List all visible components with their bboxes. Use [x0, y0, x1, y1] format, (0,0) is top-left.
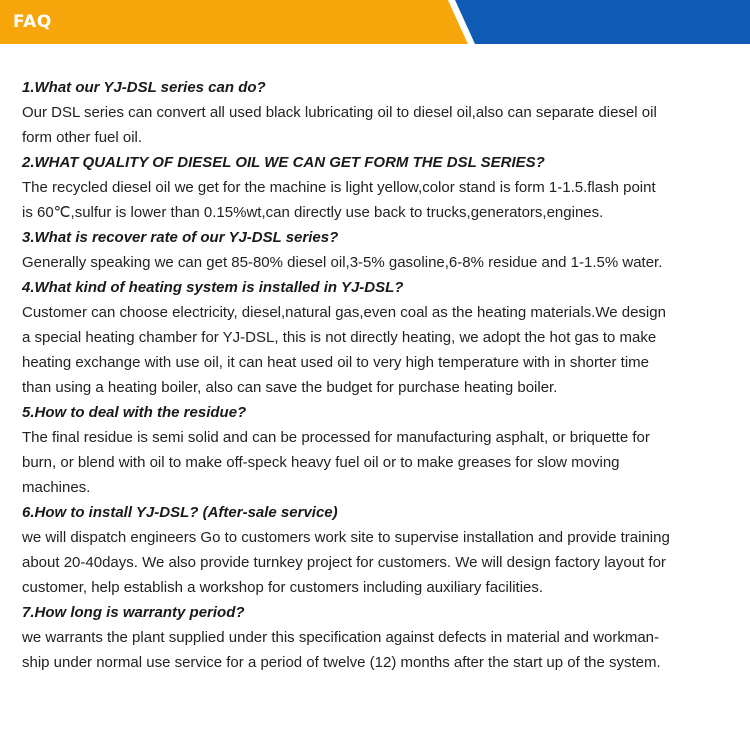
faq-list	[22, 75, 727, 675]
faq-answer	[22, 425, 727, 500]
faq-answer	[22, 100, 727, 150]
answer-line: a special heating chamber for YJ-DSL, this is not directly heating, we adopt the hot gas to make	[22, 329, 657, 346]
answer-line: Our DSL series can convert all used black lubricating oil to diesel oil,also can separate diesel oil	[22, 104, 657, 121]
faq-question: 2.WHAT QUALITY OF DIESEL OIL WE CAN GET FORM THE DSL SERIES?	[22, 154, 545, 171]
banner-title: FAQ	[13, 12, 52, 32]
answer-line: ship under normal use service for a period of twelve (12) months after the start up of the system.	[22, 654, 661, 671]
faq-banner	[0, 0, 750, 44]
faq-answer	[22, 250, 727, 275]
faq-question: 7.How long is warranty period?	[22, 604, 245, 621]
answer-line: about 20-40days. We also provide turnkey project for customers. We will design factory layout for	[22, 554, 666, 571]
faq-answer	[22, 175, 727, 225]
answer-line: form other fuel oil.	[22, 129, 143, 146]
faq-answer	[22, 625, 727, 675]
answer-line: Customer can choose electricity, diesel,natural gas,even coal as the heating materials.We design	[22, 304, 666, 321]
answer-line: is 60℃,sulfur is lower than 0.15%wt,can directly use back to trucks,generators,engines.	[22, 204, 604, 221]
banner-graphic	[0, 0, 750, 44]
answer-line: we warrants the plant supplied under this specification against defects in material and workman-	[22, 629, 660, 646]
answer-line: we will dispatch engineers Go to customers work site to supervise installation and provide training	[22, 529, 670, 546]
answer-line: The final residue is semi solid and can be processed for manufacturing asphalt, or briquette for	[22, 429, 650, 446]
answer-line: Generally speaking we can get 85-80% diesel oil,3-5% gasoline,6-8% residue and 1-1.5% water.	[22, 254, 663, 271]
answer-line: heating exchange with use oil, it can heat used oil to very high temperature with in shorter time	[22, 354, 650, 371]
answer-line: The recycled diesel oil we get for the machine is light yellow,color stand is form 1-1.5.flash point	[22, 179, 656, 196]
answer-line: burn, or blend with oil to make off-speck heavy fuel oil or to make greases for slow moving	[22, 454, 620, 471]
faq-question: 1.What our YJ-DSL series can do?	[22, 79, 266, 96]
banner-orange-band	[0, 0, 468, 44]
faq-item-7	[22, 600, 727, 675]
faq-item-6	[22, 500, 727, 600]
faq-item-3	[22, 225, 727, 275]
answer-line: than using a heating boiler, also can save the budget for purchase heating boiler.	[22, 379, 558, 396]
faq-question: 4.What kind of heating system is installed in YJ-DSL?	[22, 279, 404, 296]
banner-blue-band	[455, 0, 750, 44]
faq-item-2	[22, 150, 727, 225]
faq-question: 6.How to install YJ-DSL? (After-sale service)	[22, 504, 338, 521]
answer-line: customer, help establish a workshop for customers including auxiliary facilities.	[22, 579, 544, 596]
faq-answer	[22, 525, 727, 600]
faq-item-1	[22, 75, 727, 150]
faq-answer	[22, 300, 727, 400]
faq-question: 3.What is recover rate of our YJ-DSL series?	[22, 229, 339, 246]
faq-question: 5.How to deal with the residue?	[22, 404, 247, 421]
answer-line: machines.	[22, 479, 91, 496]
faq-item-4	[22, 275, 727, 400]
faq-item-5	[22, 400, 727, 500]
